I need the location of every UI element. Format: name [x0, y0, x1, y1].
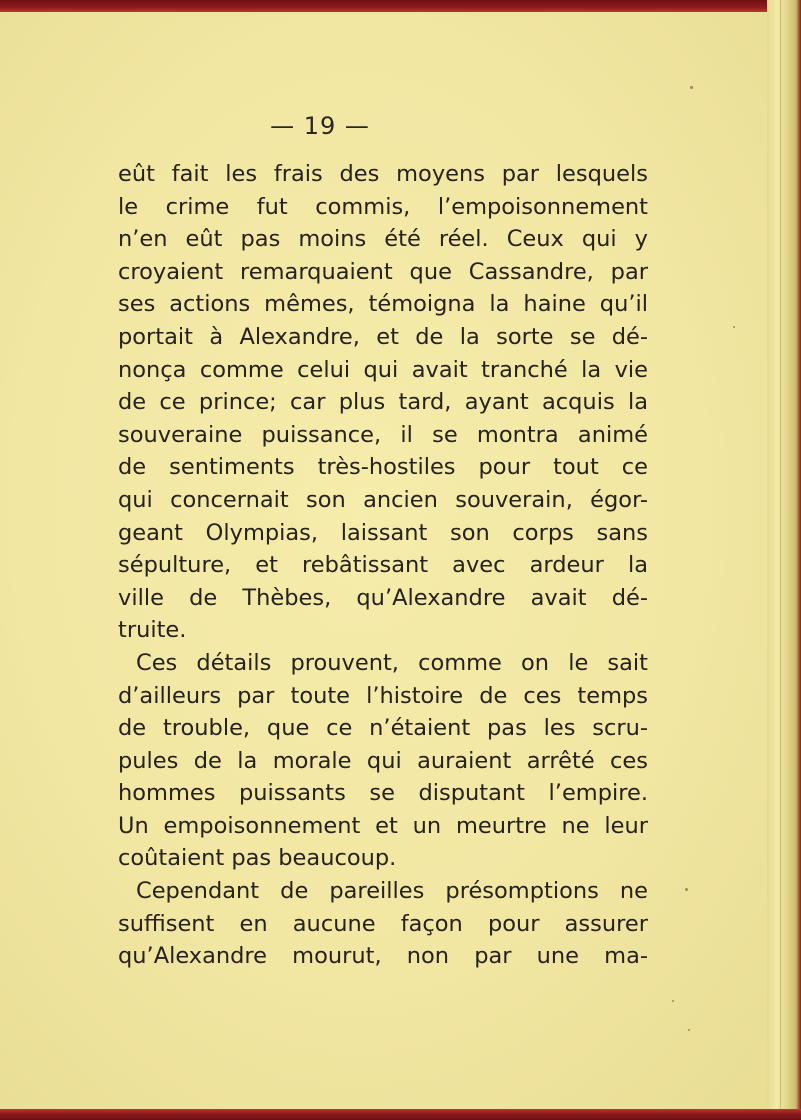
text-line: truite. — [118, 617, 187, 644]
text-line: eût fait les frais des moyens par lesquels — [118, 161, 648, 187]
text-line: qui concernait son ancien souverain, égor- — [118, 486, 648, 513]
text-line: de sentiments très-hostiles pour tout ce — [118, 454, 648, 481]
text-line: pules de la morale qui auraient arrêté ces — [118, 747, 648, 774]
bottom-page-edge — [0, 1109, 801, 1120]
text-line: souveraine puissance, il se montra animé — [118, 421, 648, 448]
text-line: geant Olympias, laissant son corps sans — [118, 519, 648, 546]
paper-speck — [672, 1000, 674, 1002]
text-line: croyaient remarquaient que Cassandre, par — [118, 258, 648, 285]
text-line: qu’Alexandre mourut, non par une ma- — [118, 943, 648, 970]
right-page-edge — [767, 0, 801, 1120]
text-line: Ces détails prouvent, comme on le sait — [136, 649, 648, 676]
text-line: hommes puissants se disputant l’empire. — [118, 780, 648, 807]
paper-speck — [685, 888, 688, 891]
text-line: nonça comme celui qui avait tranché la vie — [118, 356, 648, 383]
text-line: coûtaient pas beaucoup. — [118, 845, 397, 872]
page-edge-line — [780, 0, 781, 1120]
text-line: d’ailleurs par toute l’histoire de ces temps — [118, 682, 648, 709]
text-line: de ce prince; car plus tard, ayant acquis la — [118, 389, 648, 416]
paper-speck — [733, 326, 735, 328]
top-page-edge — [0, 0, 801, 12]
text-line: Un empoisonnement et un meurtre ne leur — [118, 812, 648, 839]
body-text — [118, 158, 648, 973]
text-line: ville de Thèbes, qu’Alexandre avait dé- — [118, 584, 648, 611]
paper-speck — [688, 1029, 690, 1031]
text-line: portait à Alexandre, et de la sorte se dé- — [118, 323, 648, 350]
text-line: le crime fut commis, l’empoisonnement — [118, 193, 648, 220]
text-line: Cependant de pareilles présomptions ne — [136, 878, 648, 905]
text-line: ses actions mêmes, témoigna la haine qu’il — [118, 291, 648, 318]
text-line: sépulture, et rebâtissant avec ardeur la — [118, 552, 648, 579]
page-number-header: — 19 — — [270, 112, 370, 140]
text-line: de trouble, que ce n’étaient pas les scru- — [118, 715, 648, 742]
text-line: suffisent en aucune façon pour assurer — [118, 910, 648, 937]
text-line: n’en eût pas moins été réel. Ceux qui y — [118, 226, 648, 253]
paper-speck — [690, 86, 693, 89]
